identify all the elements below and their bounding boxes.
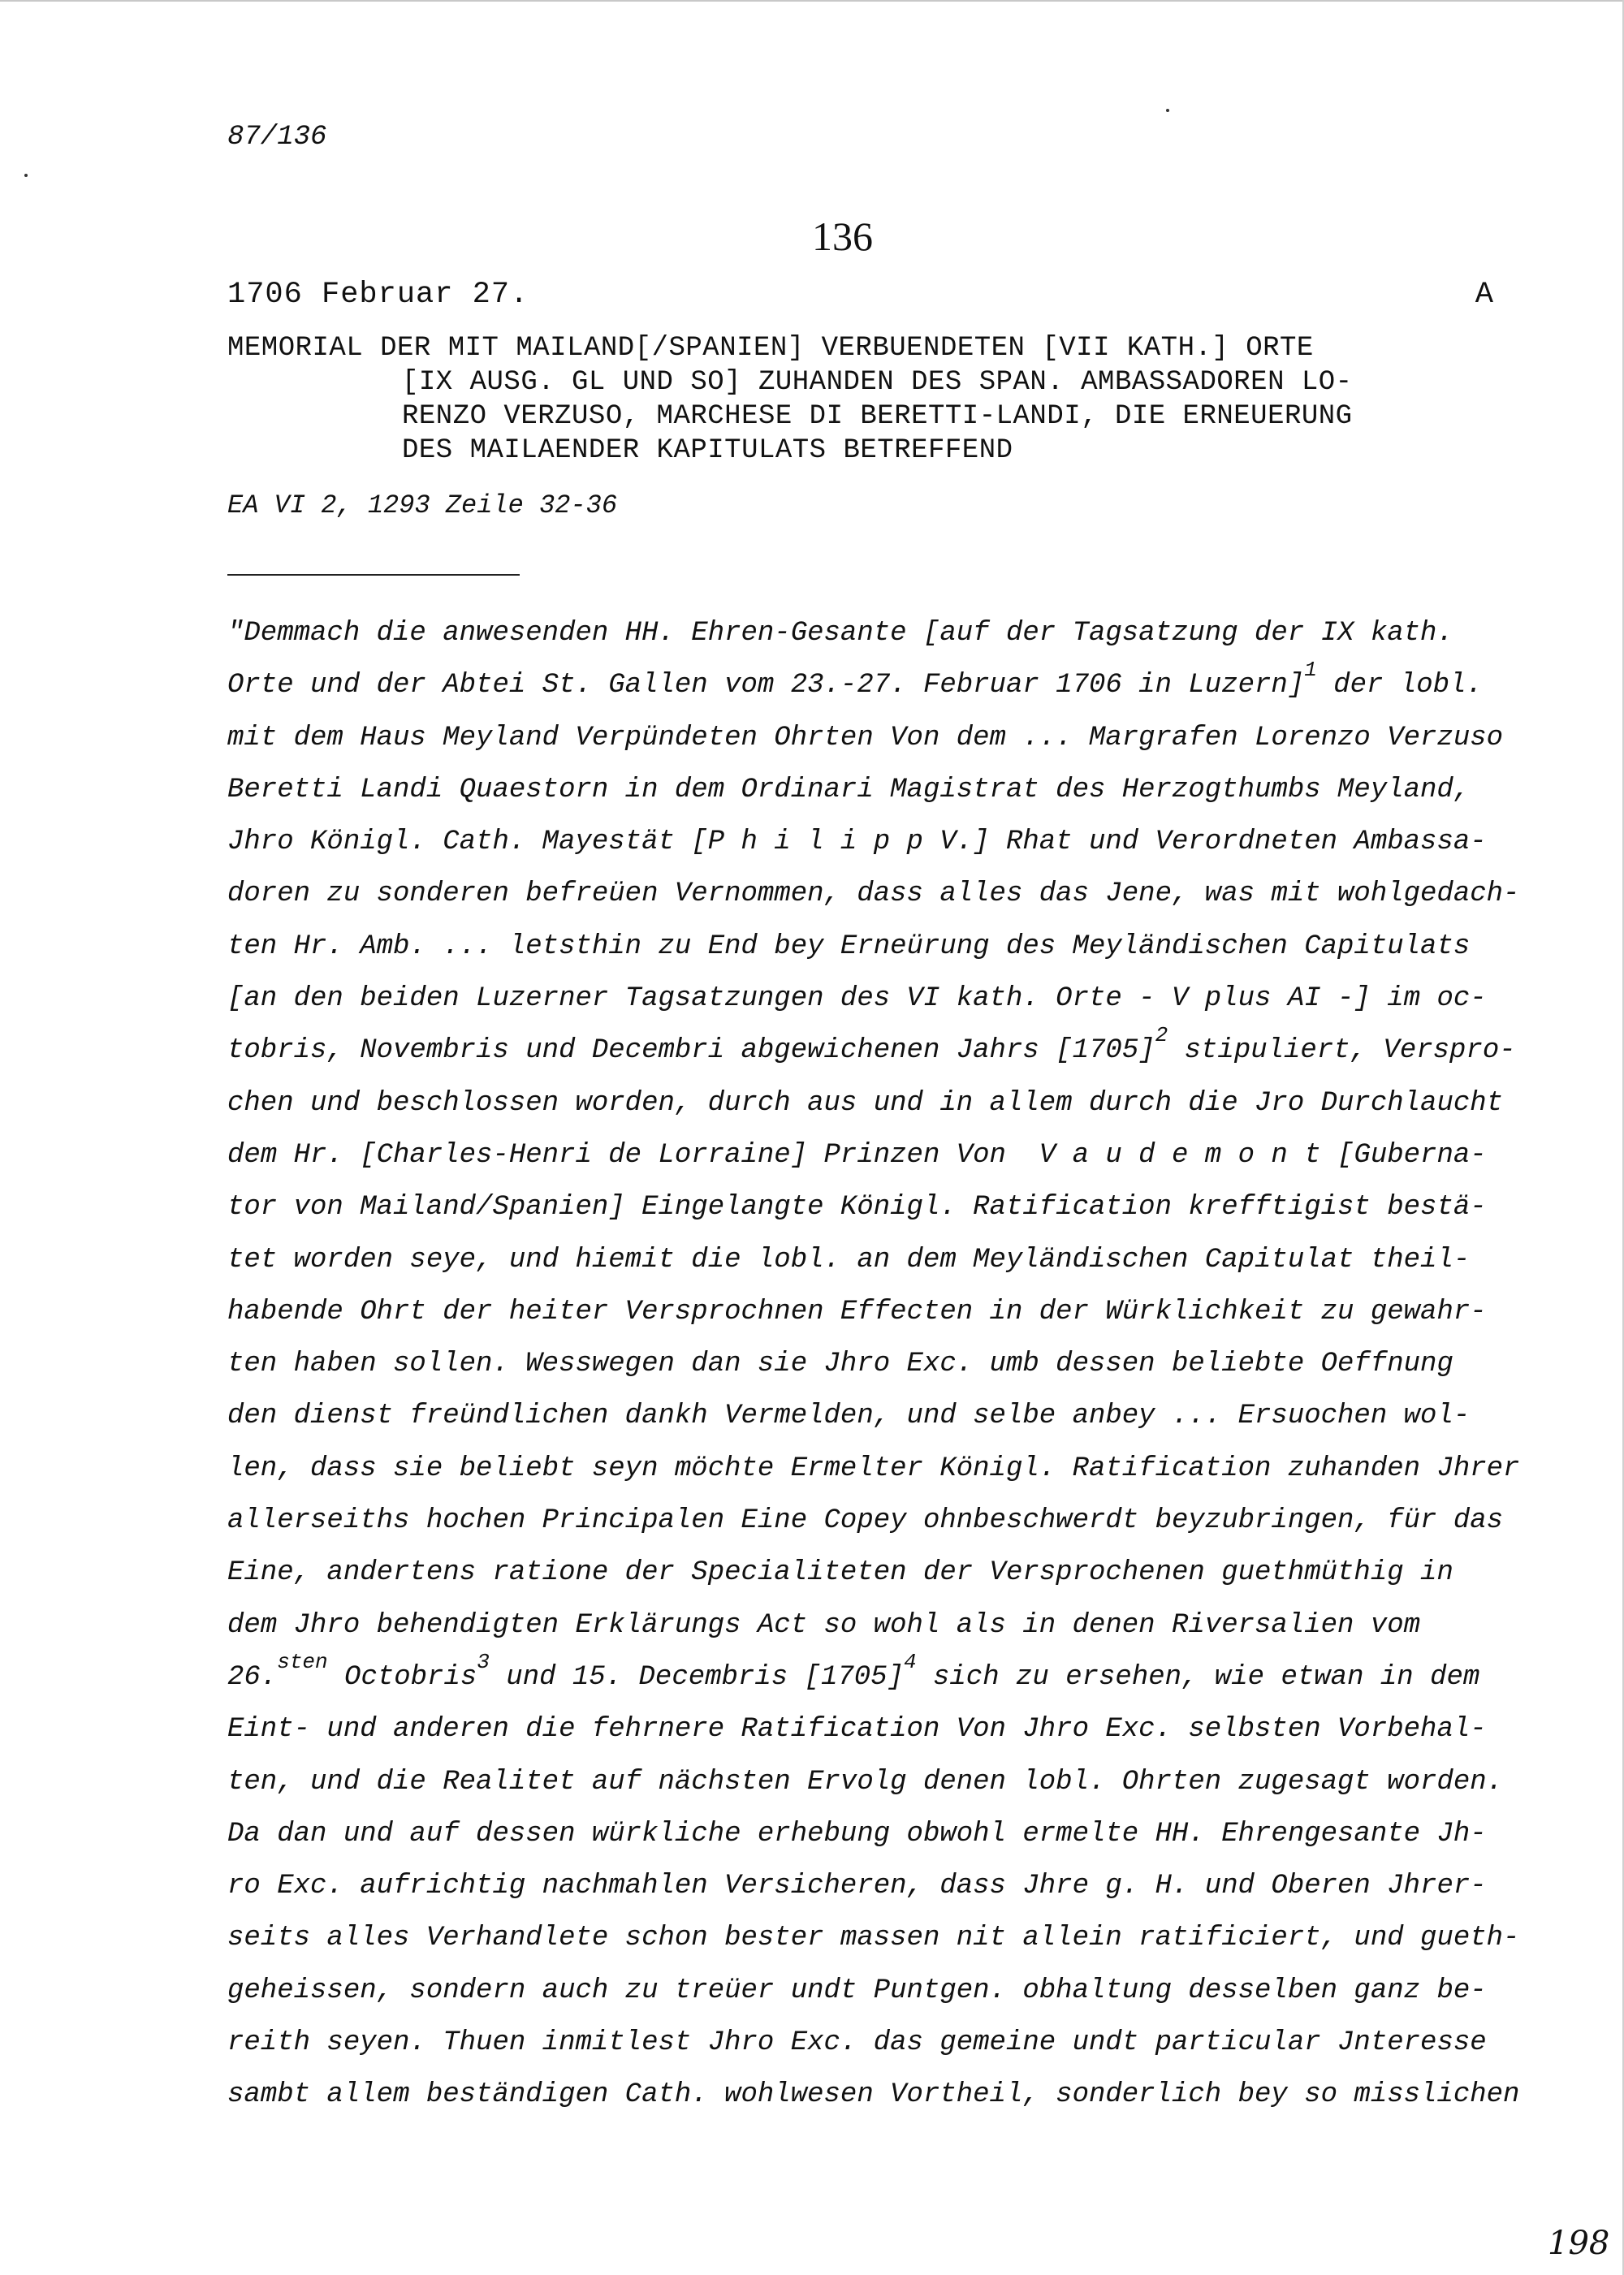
footnote-ref[interactable]: 1: [1304, 658, 1317, 683]
handwritten-page-number: 198: [1548, 2225, 1610, 2262]
document-number: 136: [812, 214, 873, 259]
document-heading: [227, 331, 1510, 468]
body-text-span: sich zu ersehen, wie etwan in dem: [916, 1661, 1480, 1693]
superscript-sten: sten: [277, 1649, 328, 1674]
body-line: ten Hr. Amb. ... letsthin zu End bey Erneürung des Meyländischen Capitulats: [227, 930, 1471, 962]
version-letter: A: [1475, 278, 1494, 312]
heading-line: MEMORIAL DER MIT MAILAND[/SPANIEN] VERBUENDETEN [VII KATH.] ORTE: [227, 333, 1314, 364]
body-line: doren zu sonderen befreüen Vernommen, dass alles das Jene, was mit wohlgedach-: [227, 878, 1520, 910]
body-line: allerseiths hochen Principalen Eine Copey ohnbeschwerdt beyzubringen, für das: [227, 1505, 1504, 1537]
body-line: geheissen, sondern auch zu treüer undt Puntgen. obhaltung desselben ganz be-: [227, 1975, 1487, 2006]
footnote-ref[interactable]: 2: [1155, 1023, 1168, 1048]
body-line: len, dass sie beliebt seyn möchte Ermelter Königl. Ratification zuhanden Jhrer: [227, 1453, 1520, 1484]
body-line: [227, 1023, 1516, 1077]
heading-line: [IX AUSG. GL UND SO] ZUHANDEN DES SPAN. AMBASSADOREN LO-: [402, 367, 1353, 398]
body-line: Da dan und auf dessen würkliche erhebung obwohl ermelte HH. Ehrengesante Jh-: [227, 1818, 1487, 1850]
body-line: Beretti Landi Quaestorn in dem Ordinari Magistrat des Herzogthumbs Meyland,: [227, 774, 1471, 805]
archive-reference: 87/136: [227, 122, 327, 153]
body-line: Eine, andertens ratione der Specialiteten der Versprochenen guethmüthig in: [227, 1557, 1453, 1589]
source-citation: EA VI 2, 1293 Zeile 32-36: [227, 490, 618, 520]
body-text-span: der lobl.: [1316, 670, 1483, 701]
body-line: mit dem Haus Meyland Verpündeten Ohrten Von dem ... Margrafen Lorenzo Verzuso: [227, 722, 1504, 753]
body-line: dem Hr. [Charles-Henri de Lorraine] Prinzen Von V a u d e m o n t [Guberna-: [227, 1139, 1487, 1171]
heading-line: DES MAILAENDER KAPITULATS BETREFFEND: [402, 435, 1013, 466]
heading-line: RENZO VERZUSO, MARCHESE DI BERETTI-LANDI, DIE ERNEUERUNG: [402, 401, 1353, 432]
body-line: [227, 1651, 1510, 1703]
body-text-span: stipuliert, Verspro-: [1168, 1035, 1516, 1067]
speck: [1166, 109, 1169, 112]
body-line: [227, 659, 1510, 711]
body-line: ten haben sollen. Wesswegen dan sie Jhro Exc. umb dessen beliebte Oeffnung: [227, 1349, 1453, 1380]
body-line: Jhro Königl. Cath. Mayestät [P h i l i p p V.] Rhat und Verordneten Ambassa-: [227, 827, 1487, 858]
body-line: chen und beschlossen worden, durch aus und in allem durch die Jro Durchlaucht: [227, 1087, 1504, 1119]
body-line: ro Exc. aufrichtig nachmahlen Versicheren, dass Jhre g. H. und Oberen Jhrer-: [227, 1871, 1487, 1902]
body-text-span: und 15. Decembris [1705]: [489, 1661, 904, 1693]
body-line: [an den beiden Luzerner Tagsatzungen des VI kath. Orte - V plus AI -] im oc-: [227, 983, 1487, 1015]
body-line: seits alles Verhandlete schon bester massen nit allein ratificiert, und gueth-: [227, 1923, 1520, 1954]
body-line: Eint- und anderen die fehrnere Ratification Von Jhro Exc. selbsten Vorbehal-: [227, 1714, 1487, 1746]
body-line: "Demmach die anwesenden HH. Ehren-Gesante [auf der Tagsatzung der IX kath.: [227, 618, 1453, 649]
speck: [24, 174, 28, 177]
body-line: dem Jhro behendigten Erklärungs Act so wohl als in denen Riversalien vom: [227, 1609, 1421, 1641]
footnote-ref[interactable]: 3: [477, 1649, 490, 1674]
body-text-span: 26.: [227, 1661, 278, 1693]
body-text-span: Octobris: [327, 1661, 477, 1693]
body-line: reith seyen. Thuen inmitlest Jhro Exc. das gemeine undt particular Jnteresse: [227, 2027, 1487, 2059]
body-line: tet worden seye, und hiemit die lobl. an dem Meyländischen Capitulat theil-: [227, 1244, 1471, 1276]
document-date: 1706 Februar 27.: [227, 278, 529, 312]
body-text-span: Orte und der Abtei St. Gallen vom 23.-27. Februar 1706 in Luzern]: [227, 670, 1305, 701]
body-line: ten, und die Realitet auf nächsten Ervolg denen lobl. Ohrten zugesagt worden.: [227, 1766, 1504, 1798]
body-line: den dienst freündlichen dankh Vermelden, und selbe anbey ... Ersuochen wol-: [227, 1401, 1471, 1432]
body-line: habende Ohrt der heiter Versprochnen Effecten in der Würklichkeit zu gewahr-: [227, 1296, 1487, 1327]
top-border-line: [0, 0, 1624, 2]
separator-rule: [227, 574, 520, 576]
document-body: [227, 607, 1520, 2122]
date-line: [227, 278, 1494, 312]
body-line: sambt allem beständigen Cath. wohlwesen Vortheil, sonderlich bey so misslichen: [227, 2079, 1520, 2111]
footnote-ref[interactable]: 4: [903, 1649, 917, 1674]
body-text-span: tobris, Novembris und Decembri abgewichenen Jahrs [1705]: [227, 1035, 1155, 1067]
body-line: tor von Mailand/Spanien] Eingelangte Königl. Ratification krefftigist bestä-: [227, 1192, 1487, 1224]
